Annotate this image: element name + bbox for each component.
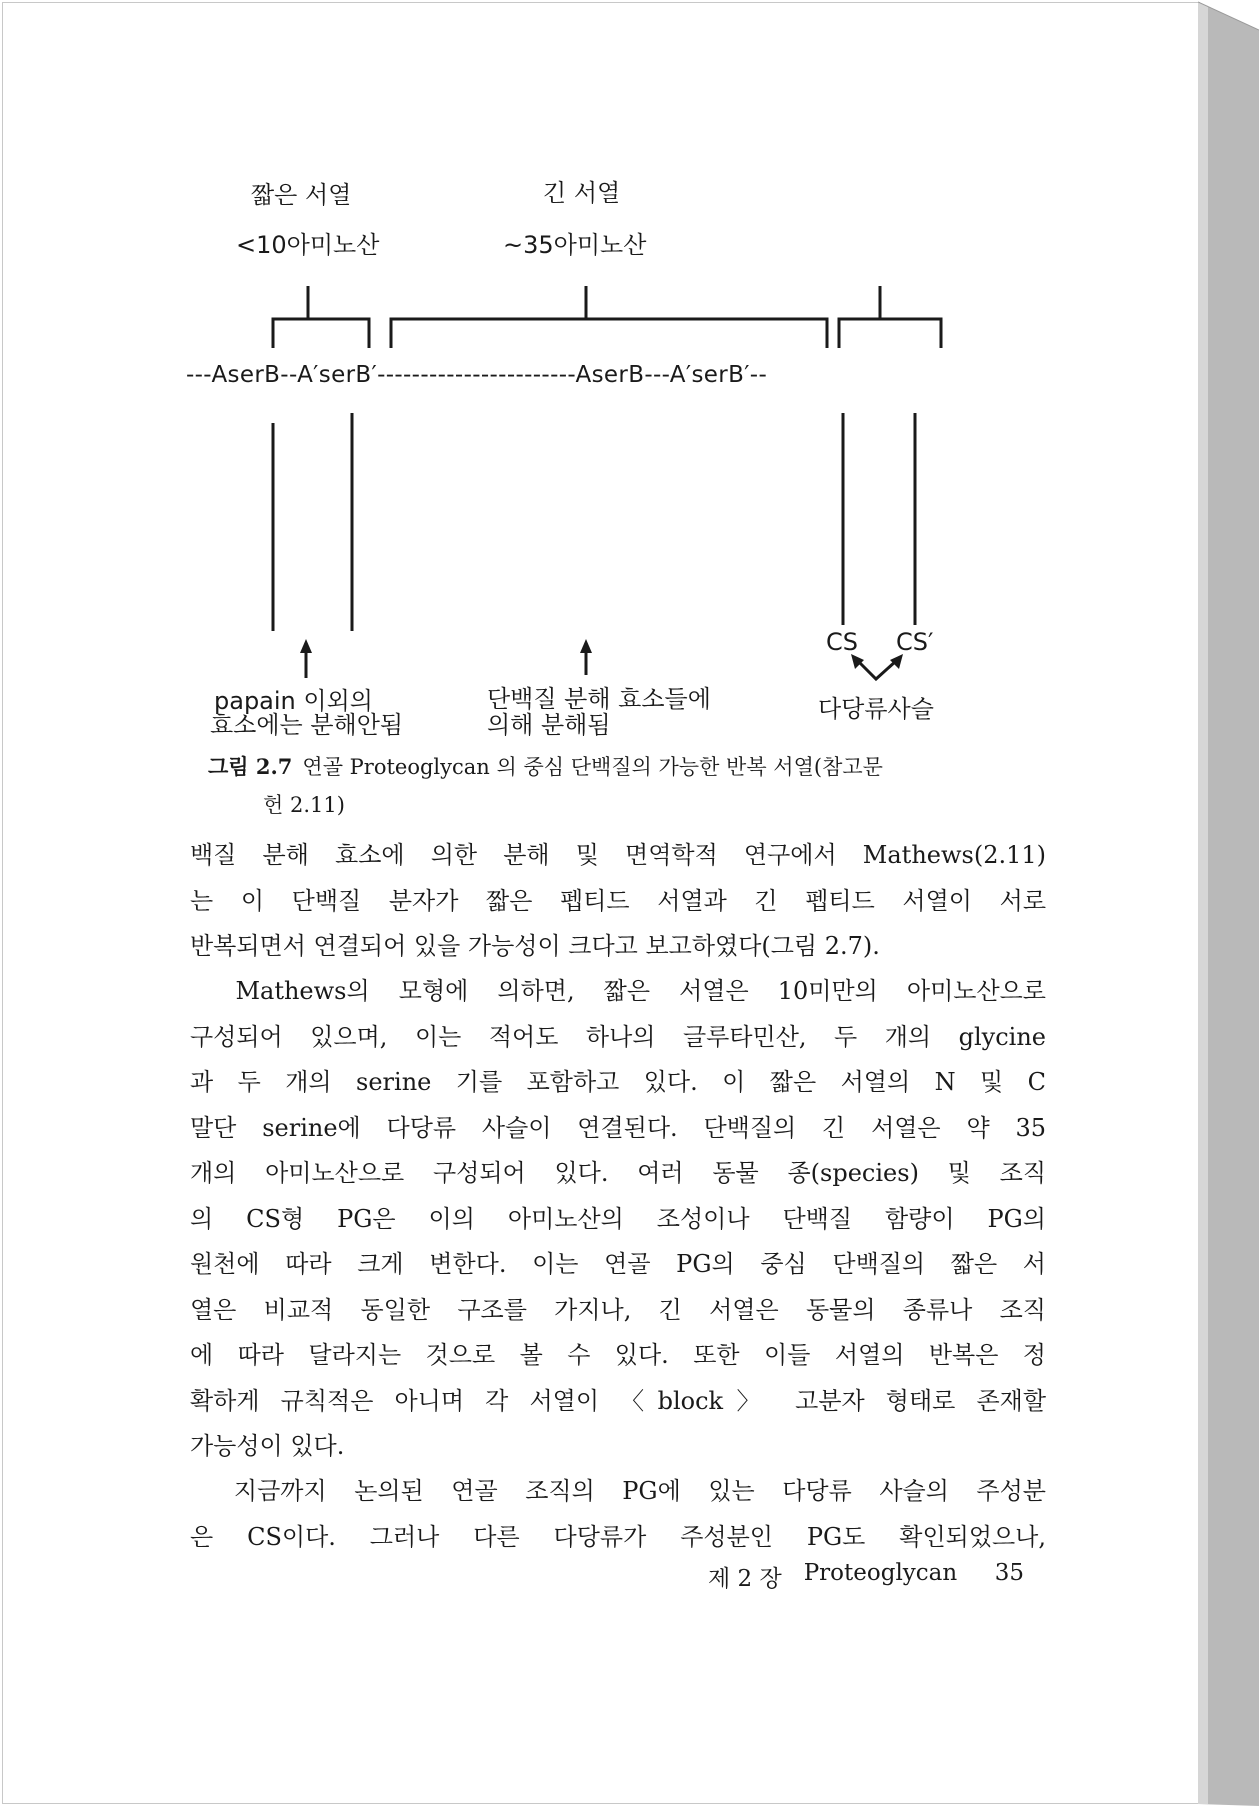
text-line: 구성되어 있으며, 이는 적어도 하나의 글루타민산, 두 개의 glycine bbox=[190, 1022, 1046, 1051]
short-seq-title: 짧은 서열 bbox=[251, 181, 352, 209]
figure-number: 그림 2.7 bbox=[208, 754, 293, 779]
text-line: 는 이 단백질 분자가 짧은 펩티드 서열과 긴 펩티드 서열이 서로 bbox=[190, 886, 1046, 915]
polysaccharide-chain-label: 다당류사슬 bbox=[818, 695, 934, 723]
chapter-title: Proteoglycan bbox=[803, 1560, 958, 1586]
text-line: 개의 아미노산으로 구성되어 있다. 여러 동물 종(species) 및 조직 bbox=[190, 1159, 1046, 1187]
caption-line1: 연골 Proteoglycan 의 중심 단백질의 가능한 반복 서열(참고문 bbox=[302, 755, 883, 779]
text-line: 확하게 규칙적은 아니며 각 서열이 〈block〉 고분자 형태로 존재할 bbox=[190, 1386, 1046, 1415]
chapter-label: 제 2 장 bbox=[708, 1566, 782, 1592]
figure-caption bbox=[208, 748, 1048, 824]
protease-label-line2: 의해 분해됨 bbox=[487, 711, 611, 739]
text-line: 가능성이 있다. bbox=[190, 1432, 345, 1460]
text-line: 백질 분해 효소에 의한 분해 및 면역학적 연구에서 Mathews(2.11) bbox=[190, 841, 1046, 869]
paragraph-1 bbox=[190, 833, 1046, 970]
long-seq-length: ~35아미노산 bbox=[503, 231, 647, 259]
arrow-papain-head bbox=[300, 639, 312, 653]
page-number: 35 bbox=[994, 1560, 1024, 1586]
papain-label-line2: 효소에는 분해안됨 bbox=[210, 711, 404, 739]
cs-branch-head-right bbox=[890, 654, 903, 669]
text-line: 은 CS이다. 그러나 다른 다당류가 주성분인 PG도 확인되었으나, bbox=[190, 1522, 1046, 1551]
text-line: 에 따라 달라지는 것으로 볼 수 있다. 또한 이들 서열의 반복은 정 bbox=[190, 1341, 1046, 1369]
text-line: 반복되면서 연결되어 있을 가능성이 크다고 보고하였다(그림 2.7). bbox=[190, 932, 880, 960]
sequence-line: ---AserB--A′serB′-----------------------AserB---A′serB′-- bbox=[186, 362, 768, 388]
book-edge bbox=[1198, 0, 1259, 1806]
text-line: 원천에 따라 크게 변한다. 이는 연골 PG의 중심 단백질의 짧은 서 bbox=[190, 1250, 1046, 1278]
paragraph-2 bbox=[190, 969, 1046, 1470]
long-seq-title: 긴 서열 bbox=[543, 179, 621, 207]
text-line: 의 CS형 PG은 이의 아미노산의 조성이나 단백질 함량이 PG의 bbox=[190, 1204, 1046, 1233]
book-page bbox=[2, 2, 1200, 1804]
arrow-protease-head bbox=[580, 639, 592, 653]
short-seq-length: <10아미노산 bbox=[236, 231, 380, 259]
cs-label: CS bbox=[826, 628, 858, 656]
cs-branch bbox=[858, 661, 896, 679]
cs-prime-label: CS′ bbox=[896, 628, 934, 656]
paragraph-3 bbox=[190, 1469, 1046, 1560]
page-footer bbox=[708, 1560, 1024, 1593]
long-seq-bracket bbox=[391, 319, 827, 348]
text-line: 열은 비교적 동일한 구조를 가지나, 긴 서열은 동물의 종류나 조직 bbox=[190, 1295, 1046, 1324]
caption-line2: 헌 2.11) bbox=[263, 793, 345, 817]
text-line: 지금까지 논의된 연골 조직의 PG에 있는 다당류 사슬의 주성분 bbox=[190, 1477, 1046, 1505]
text-line: Mathews의 모형에 의하면, 짧은 서열은 10미만의 아미노산으로 bbox=[190, 977, 1046, 1005]
protease-label-line1: 단백질 분해 효소들에 bbox=[487, 685, 711, 713]
papain-label-line1: papain 이외의 bbox=[214, 687, 373, 715]
text-line: 말단 serine에 다당류 사슬이 연결된다. 단백질의 긴 서열은 약 35 bbox=[190, 1113, 1046, 1142]
text-line: 과 두 개의 serine 기를 포함하고 있다. 이 짧은 서열의 N 및 C bbox=[190, 1068, 1046, 1096]
short-seq-bracket bbox=[273, 319, 369, 348]
short-seq-bracket-2 bbox=[839, 319, 941, 348]
